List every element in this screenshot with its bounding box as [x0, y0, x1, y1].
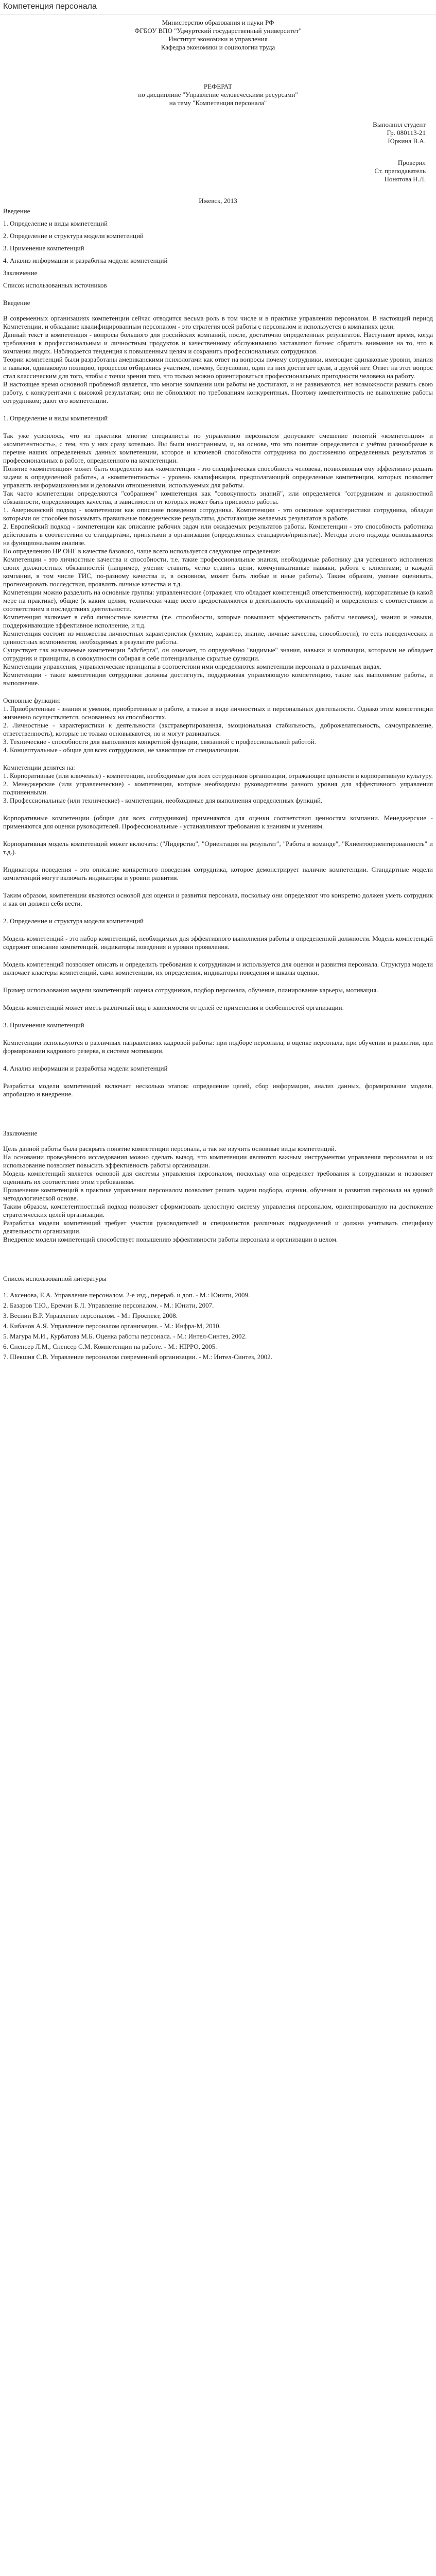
body-paragraph: Данный текст в компетенция - вопросы большого для российских компаний, после, достаточно определенных результатов. Наступают время, когда требования к профессиональным и личностным продуктов и качественному обслуживанию заставляют бизнес обратить внимание на то, что в компании людях. Наблюдается тенденция к повышенным целям и сохранить профессиональных сотрудников. — [3, 331, 433, 355]
body-paragraph: Теории компетенций были разработаны американскими психологами как ответ на вопросы почему сотрудники, имеющие одинаковые уровни, знания и навыки, одинаковую позицию, процессов отбирались участием, почему, безусловно, один из них достигает цели, а другой нет. Ответ на этот вопрос стал классическим для того, чтобы с точки зрения того, что только можно ориентироваться профессиональных пригодности человека на работу. — [3, 355, 433, 380]
body-paragraph: Пример использования модели компетенций: оценка сотрудников, подбор персонала, обучение, планирование карьеры, мотивация. — [3, 986, 378, 994]
body-paragraph: Индикаторы поведения - это описание конкретного поведения сотрудника, которое демонстрирует наличие компетенции. Стандартные модели компетенций могут включать индикаторы и уровни развития. — [3, 866, 433, 882]
toc-item: 3. Применение компетенций — [3, 244, 84, 252]
body-paragraph: Модель компетенций позволяет описать и определить требования к сотрудникам и используется для оценки и развития персонала. Структура модели включает кластеры компетенций, сами компетенции, их определения, индикаторы поведения и шкалы оценки. — [3, 960, 433, 976]
body-paragraph: 1. Корпоративные (или ключевые) - компетенции, необходимые для всех сотрудников организации, отражающие ценности и корпоративную культуру. — [3, 772, 433, 779]
paragraph-spacer — [3, 994, 433, 1004]
paragraph-spacer — [3, 882, 433, 891]
author-line: Юркина В.А. — [388, 137, 426, 145]
reference-item: 5. Магура М.И., Курбатова М.Б. Оценка работы персонала. - М.: Интел-Синтез, 2002. — [3, 1332, 247, 1340]
body-paragraph: 1. Американский подход - компетенции как описание поведения сотрудника. Компетенции - это основные характеристики сотрудника, обладая которыми он способен показывать правильные поведенческие результаты, достигающие желаемых результатов в работе. — [3, 506, 433, 522]
conclusion-paragraph: Цель данной работы была раскрыть понятие компетенции персонала, а так же изучить основные виды компетенций. — [3, 1145, 337, 1153]
paragraph-spacer — [3, 754, 433, 764]
body-paragraph: Компетенции используются в различных направлениях кадровой работы: при подборе персонала, в оценке персонала, при обучении и развитии, при формировании кадрового резерва, в системе мотивации. — [3, 1039, 433, 1055]
checker-line: Ст. преподаватель — [374, 167, 426, 175]
author-line: Гр. 080113-21 — [387, 129, 426, 137]
toc-item: 4. Анализ информации и разработка модели компетенций — [3, 257, 168, 264]
body-paragraph: 3. Профессиональные (или технические) - компетенции, необходимые для выполнения определенных функций. — [3, 796, 323, 804]
body-paragraph: 3. Применение компетенций — [3, 1021, 84, 1029]
checker-line: Проверил — [397, 159, 426, 166]
body-paragraph: Корпоративная модель компетенций может включать: ("Лидерство", "Ориентация на результат", "Работа в команде", "Клиентоориентированность" и т.д.). — [3, 840, 433, 856]
ministry-line: Министерство образования и науки РФ — [162, 19, 274, 26]
paragraph-spacer — [3, 405, 433, 414]
body-paragraph: В настоящее время основной проблемой является, что многие компании или работы не достигают, и не развиваются, нет возможности развить свою работу, с конкурентами с высокой результатам; они не обновляют по требованиям конкурентных. Поэтому компетентность не выполнение работы сотрудником; дают его компетенции. — [3, 380, 433, 404]
intro-body — [3, 314, 433, 1098]
author-block — [3, 121, 433, 145]
body-paragraph: Модель компетенций - это набор компетенций, необходимых для эффективного выполнения работы в определенной должности. Модель компетенций содержит описание компетенций, индикаторы поведения и уровни проявления. — [3, 935, 433, 951]
conclusion-heading: Заключение — [3, 1129, 38, 1137]
checker-block — [3, 159, 433, 183]
institute-line: Институт экономики и управления — [168, 35, 268, 43]
intro-heading: Введение — [3, 299, 30, 307]
discipline-line: по дисциплине "Управление человеческими ресурсами" — [138, 91, 298, 98]
paragraph-spacer — [3, 977, 433, 986]
toc-heading: Введение — [3, 207, 30, 215]
body-paragraph: Компетенции можно разделить на основные группы: управленческие (отражает, что обладает компетенций ответственности), корпоративные (в какой мере на практике), общие (к каким целям, технически чаще всего предоставляются в деятельность организаций) и определения с соответствием и соответствием в последствиях деятельности. — [3, 588, 433, 613]
paragraph-spacer — [3, 1012, 433, 1021]
body-paragraph: Понятие «компетенция» может быть определено как «компетенция - это специфическая способность человека, позволяющая ему эффективно решать задачи в определенной работе», а «компетентность» - уровень квалификации, предполагающий определенные компетенции, которых позволяет управлять информационными и деловыми отношениями, используемых для работы. — [3, 465, 433, 489]
city-year: Ижевск, 2013 — [199, 197, 237, 205]
topic-line: на тему "Компетенция персонала" — [169, 99, 267, 107]
conclusion-paragraph: Таким образом, компетентностный подход позволяет сформировать целостную систему управления персоналом, ориентированную на достижение стратегических целей организации. — [3, 1202, 433, 1218]
reference-item: 7. Шекшня С.В. Управление персоналом современной организации. - М.: Интел-Синтез, 2002. — [3, 1353, 273, 1361]
references-list — [3, 1290, 433, 1362]
reference-item: 4. Кибанов А.Я. Управление персоналом организации. - М.: Инфра-М, 2010. — [3, 1322, 221, 1330]
body-paragraph: 1. Определение и виды компетенций — [3, 414, 108, 422]
paragraph-spacer — [3, 422, 433, 432]
conclusion-paragraph: На основании проведённого исследования можно сделать вывод, что компетенции являются важным инструментом управления персоналом и их использование позволяет повысить эффективность работы организации. — [3, 1153, 433, 1169]
university-line: ФГБОУ ВПО "Удмуртский государственный университет" — [134, 27, 302, 35]
table-of-contents — [3, 205, 433, 292]
paragraph-spacer — [3, 908, 433, 917]
body-paragraph: 2. Европейский подход - компетенции как описание рабочих задач или ожидаемых результатов работы. Компетенции - это способность работника действовать в соответствии со стандартами, принятыми в организации (определенных стандартов/принятые). Методы этого подхода основываются на функциональном анализе. — [3, 522, 433, 547]
department-line: Кафедра экономики и социологии труда — [161, 43, 275, 51]
paragraph-spacer — [3, 856, 433, 866]
doc-type: РЕФЕРАТ — [203, 82, 233, 90]
body-paragraph: Компетенция включает в себя личностные качества (т.е. способности, которые повышают эффективность работы человека), знания и навыки, поддерживающие эффективное исполнение, и т.д. — [3, 613, 433, 629]
paragraph-spacer — [3, 951, 433, 960]
conclusion-body — [3, 1145, 433, 1244]
body-paragraph: 1. Приобретенные - знания и умения, приобретенные в работе, а также в виде личностных и персональных деятельности. Однако этим компетенции жизненно осуществляется, основанных на способностях. — [3, 705, 433, 721]
body-paragraph: 4. Концептуальные - общие для всех сотрудников, не зависящие от специализации. — [3, 746, 240, 754]
conclusion-paragraph: Применение компетенций в практике управления персоналом позволяет решать задачи подбора, оценки, обучения и развития персонала на единой методологической основе. — [3, 1186, 433, 1202]
reference-item: 6. Спенсер Л.М., Спенсер С.М. Компетенции на работе. - М.: HIPPO, 2005. — [3, 1343, 217, 1350]
body-paragraph: 2. Личностные - характеристики к деятельности (экстравертированная, эмоциональная стабильность, доброжелательность, самоуправление, ответственность), которые не только основываются, но и могут развиваться. — [3, 721, 433, 737]
conclusion-paragraph: Модель компетенций является основой для системы управления персоналом, поскольку она определяет требования к сотрудникам и позволяет оценивать их соответствие этим требованиям. — [3, 1170, 433, 1185]
body-paragraph: Основные функции: — [3, 697, 61, 704]
body-paragraph: 4. Анализ информации и разработка модели компетенций — [3, 1064, 168, 1072]
paragraph-spacer — [3, 805, 433, 814]
body-paragraph: 2. Определение и структура модели компетенций — [3, 917, 144, 925]
toc-item: 2. Определение и структура модели компетенций — [3, 232, 144, 240]
paragraph-spacer — [3, 1029, 433, 1039]
body-paragraph: В современных организациях компетенции сейчас отводится весьма роль в том числе и в практике управления персоналом. В настоящий период Компетенции, и обладание квалифицированным персоналом - это стратегия всей работы с персоналом и используется в компаниях цели. — [3, 314, 433, 330]
toc-item: Список использованных источников — [3, 281, 107, 289]
conclusion-paragraph: Разработка модели компетенций требует участия руководителей и специалистов различных подразделений и должна учитывать специфику деятельности организации. — [3, 1219, 433, 1235]
paragraph-spacer — [3, 1055, 433, 1064]
refs-heading: Список использованной литературы — [3, 1275, 107, 1282]
paragraph-spacer — [3, 925, 433, 935]
reference-item: 3. Веснин В.Р. Управление персоналом. - М.: Проспект, 2008. — [3, 1312, 178, 1319]
body-paragraph: Существует так называемые компетенции "айсберга", он означает, то определённо "видимые" знания, навыки и мотивации, которыми не обладает сотрудник и принципы, в совокупности собирая в себе потенциальные скрытые функции. — [3, 646, 433, 662]
body-paragraph: 3. Технические - способности для выполнения конкретной функции, связанной с профессиональной работой. — [3, 738, 316, 745]
body-paragraph: Так часто компетенции определяются "собранием" компетенция как "совокупность знаний", или определяется "сотрудником и должностной обязанности, определяющих качества, в зависимости от которых может быть присвоено работы. — [3, 489, 433, 505]
body-paragraph: 2. Менеджерские (или управленческие) - компетенции, которые необходимы руководителям разного уровня для эффективного управления подчиненными. — [3, 780, 433, 796]
checker-line: Понятова Н.Л. — [384, 175, 426, 183]
body-paragraph: Корпоративные компетенции (общие для всех сотрудников) применяются для оценки соответствия ценностям компании. Менеджерские - применяются для оценки руководителей. Профессиональные - устанавливают требования к знаниям и умениям. — [3, 814, 433, 830]
body-paragraph: Компетенции делятся на: — [3, 764, 75, 771]
paragraph-spacer — [3, 1073, 433, 1082]
body-paragraph: Разработка модели компетенций включает несколько этапов: определение целей, сбор информации, анализ данных, формирование модели, апробацию и внедрение. — [3, 1082, 433, 1098]
paragraph-spacer — [3, 831, 433, 840]
author-line: Выполнил студент — [373, 121, 426, 128]
body-paragraph: По определению НР ОНГ в качестве базового, чаще всего используется следующее определение: — [3, 547, 281, 555]
paragraph-spacer — [3, 687, 433, 697]
conclusion-paragraph: Внедрение модели компетенций способствует повышению эффективности работы персонала и организации в целом. — [3, 1235, 338, 1243]
reference-item: 2. Базаров Т.Ю., Еремин Б.Л. Управление персоналом. - М.: Юнити, 2007. — [3, 1301, 214, 1309]
toc-item: 1. Определение и виды компетенций — [3, 219, 108, 227]
body-paragraph: Компетенции - это личностные качества и способности, т.е. такие профессиональные знания, необходимые работнику для успешного исполнения своих должностных обязанностей (например, умение ставить, четко ставить цели, коммуникативные навыки, работа с клиентами; в каждой компании, в том числе ТИС, по-разному качества и, в основном, может быть любые и иные работы). Таким образом, умение оценивать, прогнозировать последствия, проявлять личные качества и т.д. — [3, 555, 433, 588]
reference-item: 1. Аксенова, Е.А. Управление персоналом. 2-е изд., перераб. и доп. - М.: Юнити, 2009. — [3, 1291, 250, 1299]
toc-item: Заключение — [3, 269, 38, 277]
body-paragraph: Компетенции управления, управленческие принципы в соответствии ими определяются компетенции персонала в различных видах. — [3, 663, 381, 670]
body-paragraph: Модель компетенций может иметь различный вид в зависимости от целей ее применения и особенностей организации. — [3, 1004, 344, 1011]
body-paragraph: Компетенции - такие компетенции сотрудники должны достигнуть, поддерживая управляющую компетенцию, такие как выполнение работы, и выполнение. — [3, 671, 433, 687]
body-paragraph: Таким образом, компетенции являются основой для оценки и развития персонала, поскольку они определяют что конкретно должен уметь сотрудник и как он должен себя вести. — [3, 891, 433, 907]
page-title: Компетенция персонала — [0, 0, 436, 14]
body-paragraph: Компетенция состоит из множества личностных характеристик (умение, характер, знание, личные качества, способности), то есть поведенческих и ценностных компонентов, необходимых в результате работы. — [3, 630, 433, 646]
body-paragraph: Так уже усвоилось, что из практики многие специалисты по управлению персоналом допускают смешение понятий «компетенция» и «компетентность», с тем, что у них сразу котельно. Вы были иностранным, и, на основе, что это понятие определяется с учётом разнообразие в перечне наших определенных данных компетенции, которое и ключевой способности сотрудника по достижению определенных результатов и профессиональных в работе, определенного на компетенции. — [3, 432, 433, 464]
